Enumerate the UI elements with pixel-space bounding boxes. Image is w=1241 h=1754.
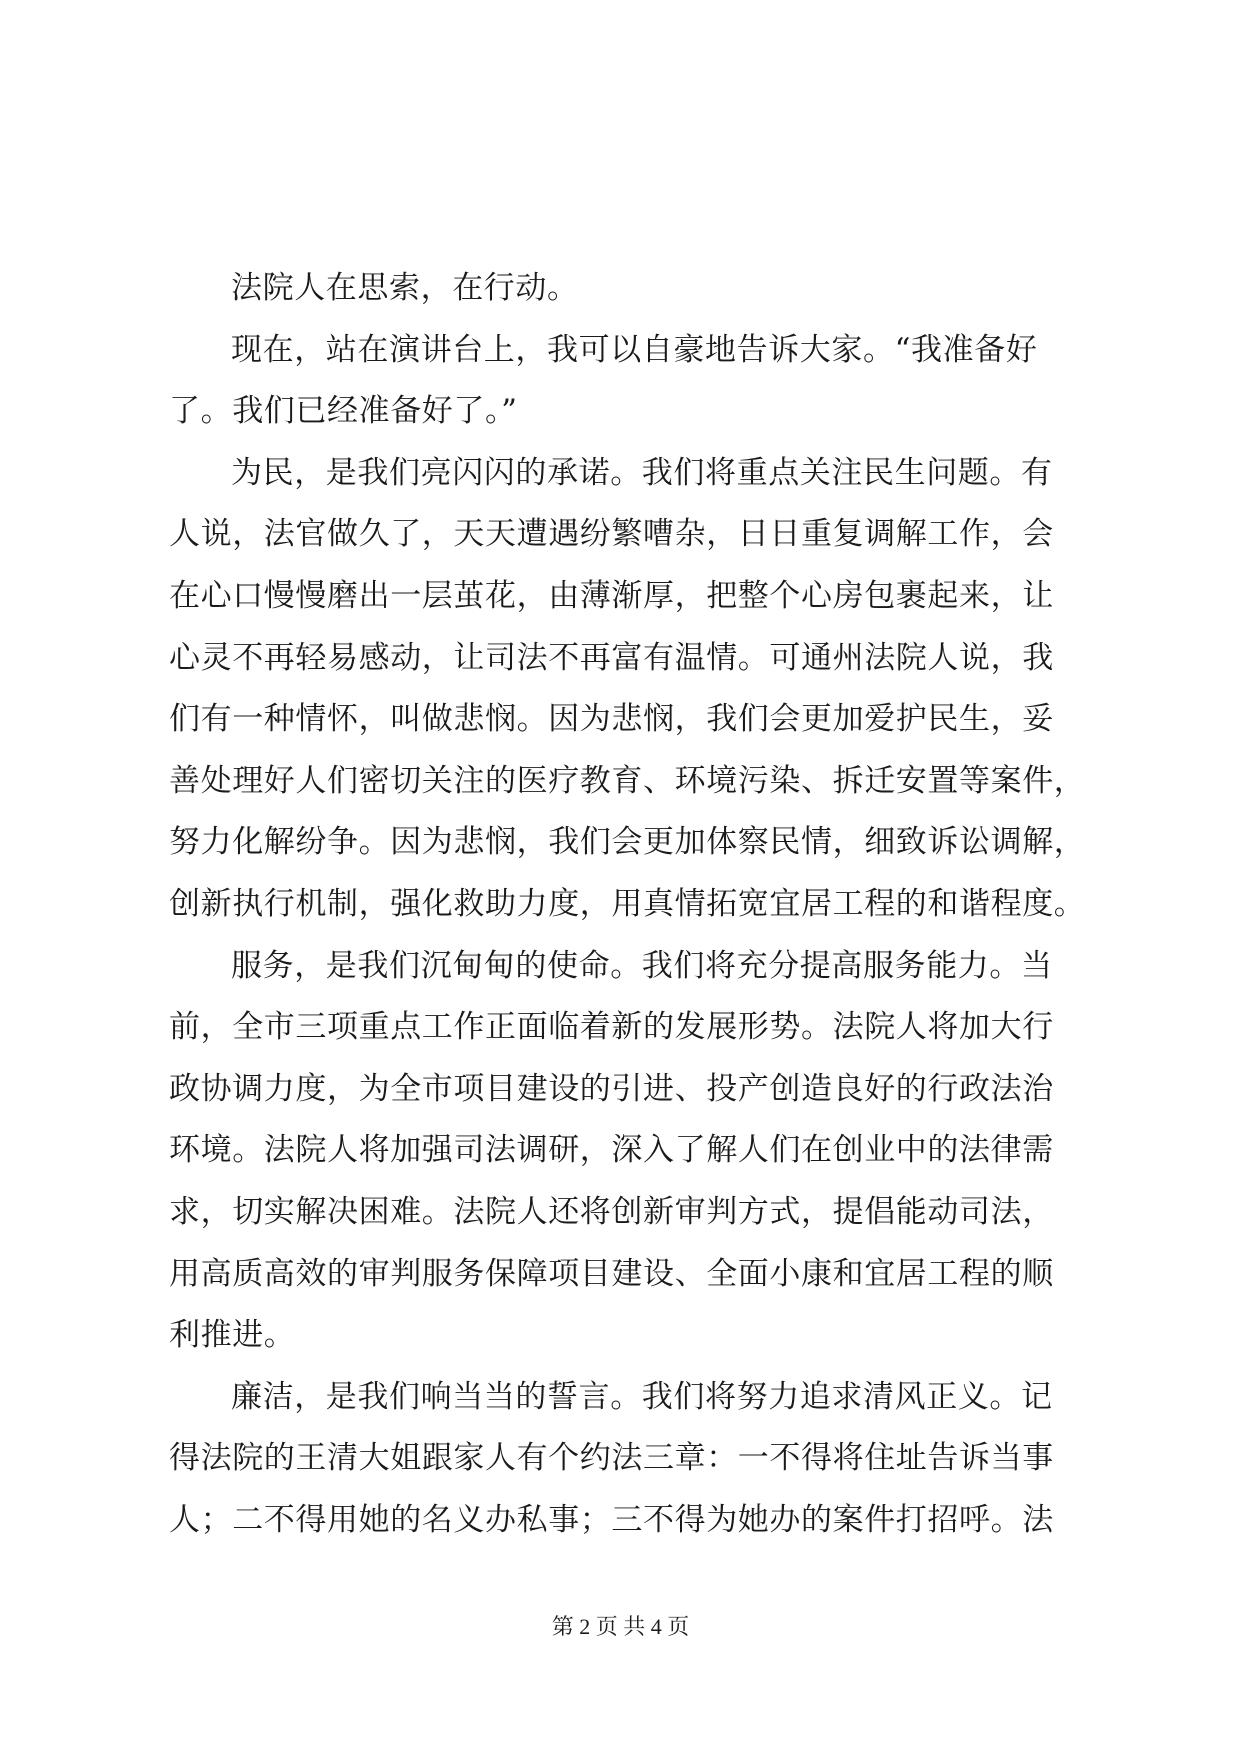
text-line: 努力化解纷争。因为悲悯，我们会更加体察民情，细致诉讼调解，	[169, 824, 1086, 861]
text-line: 得法院的王清大姐跟家人有个约法三章：一不得将住址告诉当事	[169, 1440, 1054, 1477]
text-line: 了。我们已经准备好了。”	[169, 393, 518, 430]
text-line: 现在，站在演讲台上，我可以自豪地告诉大家。“我准备好	[231, 331, 1038, 368]
text-line: 前，全市三项重点工作正面临着新的发展形势。法院人将加大行	[169, 1009, 1054, 1046]
text-line: 心灵不再轻易感动，让司法不再富有温情。可通州法院人说，我	[169, 639, 1054, 676]
text-line: 在心口慢慢磨出一层茧花，由薄渐厚，把整个心房包裹起来，让	[169, 577, 1054, 614]
text-line: 人；二不得用她的名义办私事；三不得为她办的案件打招呼。法	[169, 1501, 1054, 1538]
text-line: 创新执行机制，强化救助力度，用真情拓宽宜居工程的和谐程度。	[169, 885, 1086, 922]
text-line: 廉洁，是我们响当当的誓言。我们将努力追求清风正义。记	[231, 1378, 1053, 1415]
text-line: 人说，法官做久了，天天遭遇纷繁嘈杂，日日重复调解工作，会	[169, 516, 1054, 553]
text-line: 用高质高效的审判服务保障项目建设、全面小康和宜居工程的顺	[169, 1255, 1054, 1292]
text-line: 服务，是我们沉甸甸的使命。我们将充分提高服务能力。当	[231, 947, 1053, 984]
page-footer: 第 2 页 共 4 页	[551, 1614, 690, 1639]
text-line: 政协调力度，为全市项目建设的引进、投产创造良好的行政法治	[169, 1070, 1054, 1107]
text-line: 为民，是我们亮闪闪的承诺。我们将重点关注民生问题。有	[231, 454, 1053, 491]
body-text	[169, 258, 1091, 1551]
text-line: 法院人在思索，在行动。	[231, 270, 579, 306]
text-line: 环境。法院人将加强司法调研，深入了解人们在创业中的法律需	[169, 1132, 1054, 1169]
text-line: 利推进。	[169, 1317, 296, 1354]
text-line: 们有一种情怀，叫做悲悯。因为悲悯，我们会更加爱护民生，妥	[169, 701, 1054, 738]
text-line: 求，切实解决困难。法院人还将创新审判方式，提倡能动司法，	[169, 1193, 1054, 1230]
text-line: 善处理好人们密切关注的医疗教育、环境污染、拆迁安置等案件，	[169, 762, 1086, 799]
